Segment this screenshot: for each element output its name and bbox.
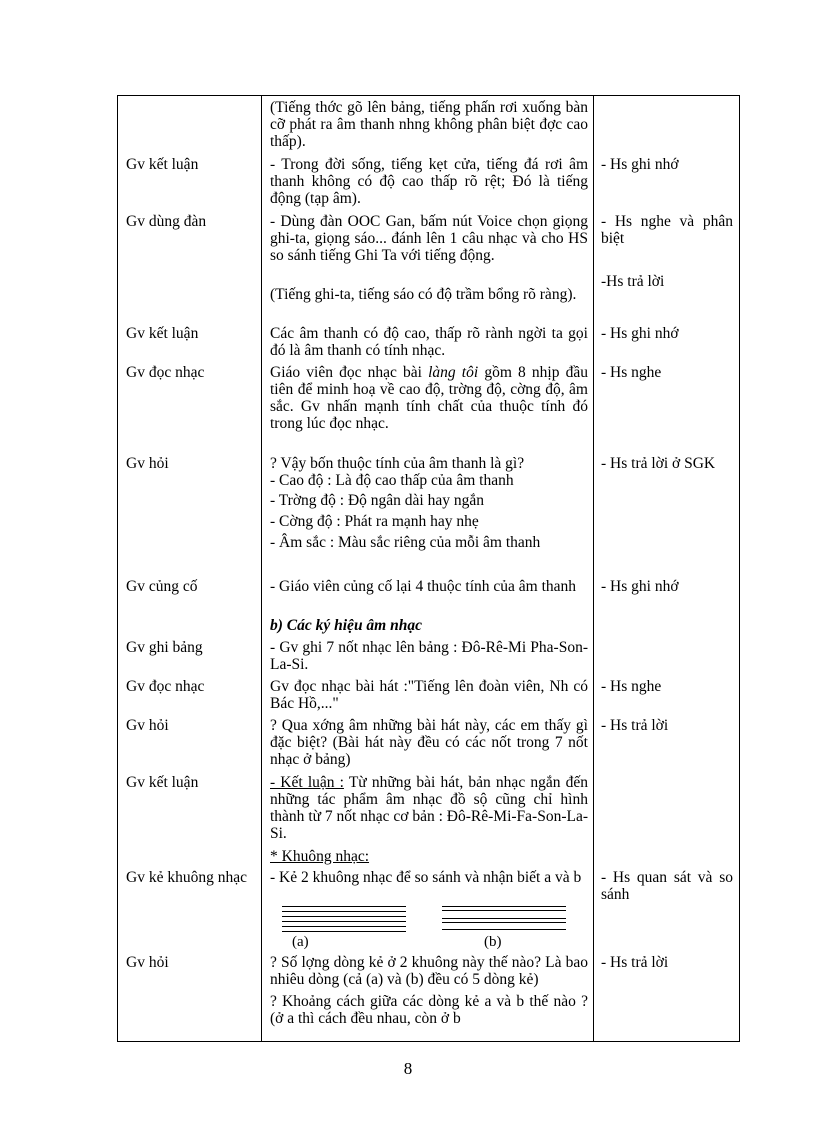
column-divider <box>261 96 262 1041</box>
activity-cell <box>270 954 588 1027</box>
teacher-cell: Gv kết luận <box>126 325 199 342</box>
column-divider <box>593 96 594 1041</box>
activity-cell: - Trong đời sống, tiếng kẹt cửa, tiếng đá rơi âm thanh không có độ cao thấp rõ rệt; Đó là tiếng động (tạp âm). <box>270 156 588 207</box>
activity-cell: (Tiếng ghi-ta, tiếng sáo có độ trầm bổng rõ ràng). <box>270 286 577 303</box>
activity-cell: - Giáo viên củng cố lại 4 thuộc tính của âm thanh <box>270 578 577 595</box>
lesson-table <box>117 95 740 1042</box>
activity-text: Từ những bài hát, bản nhạc ngắn đến những tác phẩm âm nhạc đồ sộ cũng chỉ hình thành từ 7 nốt nhạc cơ bản : Đô-Rê-Mi-Fa-Son-La-Si. <box>270 774 588 842</box>
teacher-cell: Gv kẻ khuông nhạc <box>126 869 247 886</box>
song-title: làng tôi <box>428 364 479 381</box>
teacher-cell: Gv hỏi <box>126 954 169 971</box>
staff-a <box>282 906 406 936</box>
activity-cell <box>270 364 588 432</box>
activity-cell: (Tiếng thớc gõ lên bảng, tiếng phấn rơi xuống bàn cỡ phát ra âm thanh nhng không phân biệt đợc cao thấp). <box>270 99 588 150</box>
teacher-cell: Gv ghi bảng <box>126 639 203 656</box>
property-line: - Cao độ : Là độ cao thấp của âm thanh <box>270 472 514 489</box>
question-line: ? Số lợng dòng kẻ ở 2 khuông này thế nào? Là bao nhiêu dòng (cả (a) và (b) đều có 5 dòng kẻ) <box>270 954 588 988</box>
property-line: - Trờng độ : Độ ngân dài hay ngắn <box>270 492 484 509</box>
student-cell: - Hs nghe <box>601 364 662 381</box>
property-line: - Âm sắc : Màu sắc riêng của mỗi âm thanh <box>270 534 541 551</box>
conclusion-label: - Kết luận : <box>270 774 344 791</box>
staff-label-a: (a) <box>292 934 309 950</box>
activity-cell: - Gv ghi 7 nốt nhạc lên bảng : Đô-Rê-Mi Pha-Son-La-Si. <box>270 639 588 673</box>
activity-text: Giáo viên đọc nhạc bài <box>270 364 429 381</box>
teacher-cell: Gv dùng đàn <box>126 213 207 230</box>
teacher-cell: Gv hỏi <box>126 455 169 472</box>
page-number: 8 <box>403 1059 413 1078</box>
activity-text: gồm 8 nhịp đầu tiên để minh hoạ về cao độ, trờng độ, cờng độ, âm sắc. Gv nhấn mạnh tính chất của thuộc tính đó trong lúc đọc nhạc. <box>270 364 589 432</box>
student-cell: - Hs trả lời <box>601 717 669 734</box>
student-cell: - Hs ghi nhớ <box>601 578 679 595</box>
question-line: ? Khoảng cách giữa các dòng kẻ a và b thế nào ? (ở a thì cách đều nhau, còn ở b <box>270 993 588 1027</box>
property-line: - Cờng độ : Phát ra mạnh hay nhẹ <box>270 513 479 530</box>
staff-label-b: (b) <box>484 934 502 950</box>
student-cell: -Hs trả lời <box>601 273 665 290</box>
activity-cell: Gv đọc nhạc bài hát :"Tiếng lên đoàn viên, Nh có Bác Hồ,..." <box>270 678 588 712</box>
question-line: ? Vậy bốn thuộc tính của âm thanh là gì? <box>270 455 525 472</box>
teacher-cell: Gv kết luận <box>126 774 199 791</box>
teacher-cell: Gv củng cố <box>126 578 198 595</box>
activity-cell: Các âm thanh có độ cao, thấp rõ rành ngời ta gọi đó là âm thanh có tính nhạc. <box>270 325 588 359</box>
teacher-cell: Gv hỏi <box>126 717 169 734</box>
section-subheading: * Khuông nhạc: <box>270 848 370 865</box>
activity-cell: - Dùng đàn OOC Gan, bấm nút Voice chọn giọng ghi-ta, giọng sáo... đánh lên 1 câu nhạc và cho HS so sánh tiếng Ghi Ta với tiếng động. <box>270 213 588 264</box>
teacher-cell: Gv đọc nhạc <box>126 364 205 381</box>
student-cell: - Hs nghe và phân biệt <box>601 213 733 247</box>
student-cell: - Hs ghi nhớ <box>601 325 679 342</box>
activity-cell <box>270 455 588 551</box>
student-cell: - Hs trả lời <box>601 954 669 971</box>
staff-b <box>442 906 566 934</box>
teacher-cell: Gv kết luận <box>126 156 199 173</box>
activity-cell: - Kẻ 2 khuông nhạc để so sánh và nhận biết a và b <box>270 869 582 886</box>
student-cell: - Hs quan sát và so sánh <box>601 869 733 903</box>
activity-cell <box>270 774 588 842</box>
teacher-cell: Gv đọc nhạc <box>126 678 205 695</box>
staff-comparison-figure <box>270 906 588 952</box>
student-cell: - Hs trả lời ở SGK <box>601 455 716 472</box>
student-cell: - Hs nghe <box>601 678 662 695</box>
student-cell: - Hs ghi nhớ <box>601 156 679 173</box>
activity-cell: ? Qua xớng âm những bài hát này, các em thấy gì đặc biệt? (Bài hát này đều có các nốt trong 7 nốt nhạc ở bảng) <box>270 717 588 768</box>
section-heading: b) Các ký hiệu âm nhạc <box>270 617 422 634</box>
